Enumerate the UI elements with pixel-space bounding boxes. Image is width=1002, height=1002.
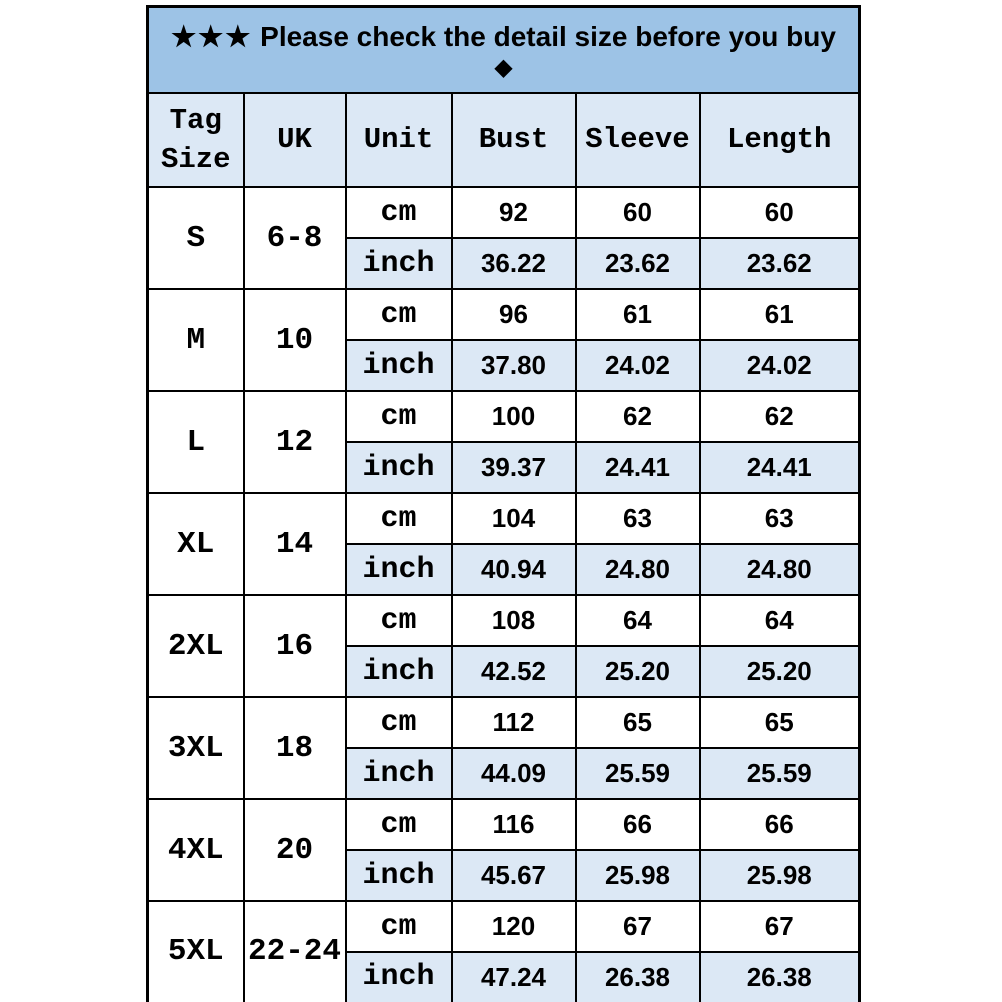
unit-inch-label: inch — [346, 442, 452, 493]
table-row — [148, 799, 860, 850]
unit-inch-label: inch — [346, 238, 452, 289]
length-cm-value: 62 — [700, 391, 860, 442]
bust-inch-value: 45.67 — [452, 850, 576, 901]
sleeve-inch-value: 23.62 — [576, 238, 700, 289]
unit-inch-label: inch — [346, 544, 452, 595]
tag-size-cell: XL — [148, 493, 244, 595]
bust-cm-value: 104 — [452, 493, 576, 544]
bust-cm-value: 120 — [452, 901, 576, 952]
unit-inch-label: inch — [346, 850, 452, 901]
unit-cm-label: cm — [346, 697, 452, 748]
uk-size-cell: 20 — [244, 799, 346, 901]
tag-size-cell: 5XL — [148, 901, 244, 1002]
length-cm-value: 64 — [700, 595, 860, 646]
unit-cm-label: cm — [346, 391, 452, 442]
banner-row — [148, 7, 860, 94]
length-inch-value: 24.80 — [700, 544, 860, 595]
unit-cm-label: cm — [346, 289, 452, 340]
banner — [148, 7, 860, 94]
bust-cm-value: 96 — [452, 289, 576, 340]
bust-cm-value: 116 — [452, 799, 576, 850]
table-row — [148, 901, 860, 952]
unit-cm-label: cm — [346, 595, 452, 646]
length-cm-value: 66 — [700, 799, 860, 850]
uk-size-cell: 22-24 — [244, 901, 346, 1002]
sleeve-cm-value: 67 — [576, 901, 700, 952]
bust-cm-value: 112 — [452, 697, 576, 748]
sleeve-cm-value: 64 — [576, 595, 700, 646]
sleeve-cm-value: 66 — [576, 799, 700, 850]
size-chart-table — [146, 5, 861, 1002]
bust-inch-value: 42.52 — [452, 646, 576, 697]
table-row — [148, 187, 860, 238]
sleeve-cm-value: 65 — [576, 697, 700, 748]
tag-size-cell: 3XL — [148, 697, 244, 799]
length-cm-value: 60 — [700, 187, 860, 238]
length-inch-value: 24.02 — [700, 340, 860, 391]
uk-size-cell: 14 — [244, 493, 346, 595]
bust-inch-value: 47.24 — [452, 952, 576, 1002]
bust-cm-value: 100 — [452, 391, 576, 442]
tag-size-cell: S — [148, 187, 244, 289]
banner-text: Please check the detail size before you buy — [260, 20, 836, 52]
length-inch-value: 25.98 — [700, 850, 860, 901]
tag-size-cell: 2XL — [148, 595, 244, 697]
header-tag-size: Tag Size — [148, 93, 244, 187]
uk-size-cell: 10 — [244, 289, 346, 391]
table-row — [148, 697, 860, 748]
sleeve-inch-value: 26.38 — [576, 952, 700, 1002]
table-row — [148, 493, 860, 544]
header-bust: Bust — [452, 93, 576, 187]
bust-inch-value: 40.94 — [452, 544, 576, 595]
unit-cm-label: cm — [346, 901, 452, 952]
unit-cm-label: cm — [346, 187, 452, 238]
sleeve-cm-value: 61 — [576, 289, 700, 340]
length-cm-value: 65 — [700, 697, 860, 748]
length-inch-value: 23.62 — [700, 238, 860, 289]
unit-cm-label: cm — [346, 799, 452, 850]
sleeve-inch-value: 24.02 — [576, 340, 700, 391]
unit-inch-label: inch — [346, 340, 452, 391]
uk-size-cell: 18 — [244, 697, 346, 799]
sleeve-cm-value: 62 — [576, 391, 700, 442]
unit-inch-label: inch — [346, 748, 452, 799]
uk-size-cell: 12 — [244, 391, 346, 493]
header-unit: Unit — [346, 93, 452, 187]
length-inch-value: 25.20 — [700, 646, 860, 697]
bust-cm-value: 92 — [452, 187, 576, 238]
unit-inch-label: inch — [346, 646, 452, 697]
sleeve-inch-value: 25.98 — [576, 850, 700, 901]
uk-size-cell: 16 — [244, 595, 346, 697]
bust-inch-value: 37.80 — [452, 340, 576, 391]
header-uk: UK — [244, 93, 346, 187]
header-length: Length — [700, 93, 860, 187]
unit-inch-label: inch — [346, 952, 452, 1002]
unit-cm-label: cm — [346, 493, 452, 544]
sleeve-inch-value: 24.41 — [576, 442, 700, 493]
tag-size-cell: 4XL — [148, 799, 244, 901]
sleeve-cm-value: 63 — [576, 493, 700, 544]
header-sleeve: Sleeve — [576, 93, 700, 187]
header-row — [148, 93, 860, 187]
diamond-icon: ◆ — [494, 54, 513, 82]
length-cm-value: 67 — [700, 901, 860, 952]
length-cm-value: 61 — [700, 289, 860, 340]
table-row — [148, 391, 860, 442]
length-inch-value: 26.38 — [700, 952, 860, 1002]
stars-icon: ★★★ — [171, 20, 253, 52]
table-row — [148, 595, 860, 646]
table-row — [148, 289, 860, 340]
length-inch-value: 24.41 — [700, 442, 860, 493]
tag-size-cell: L — [148, 391, 244, 493]
bust-cm-value: 108 — [452, 595, 576, 646]
sleeve-inch-value: 24.80 — [576, 544, 700, 595]
sleeve-cm-value: 60 — [576, 187, 700, 238]
banner-text-line — [149, 20, 858, 54]
bust-inch-value: 36.22 — [452, 238, 576, 289]
bust-inch-value: 39.37 — [452, 442, 576, 493]
bust-inch-value: 44.09 — [452, 748, 576, 799]
uk-size-cell: 6-8 — [244, 187, 346, 289]
length-inch-value: 25.59 — [700, 748, 860, 799]
sleeve-inch-value: 25.59 — [576, 748, 700, 799]
tag-size-cell: M — [148, 289, 244, 391]
sleeve-inch-value: 25.20 — [576, 646, 700, 697]
length-cm-value: 63 — [700, 493, 860, 544]
